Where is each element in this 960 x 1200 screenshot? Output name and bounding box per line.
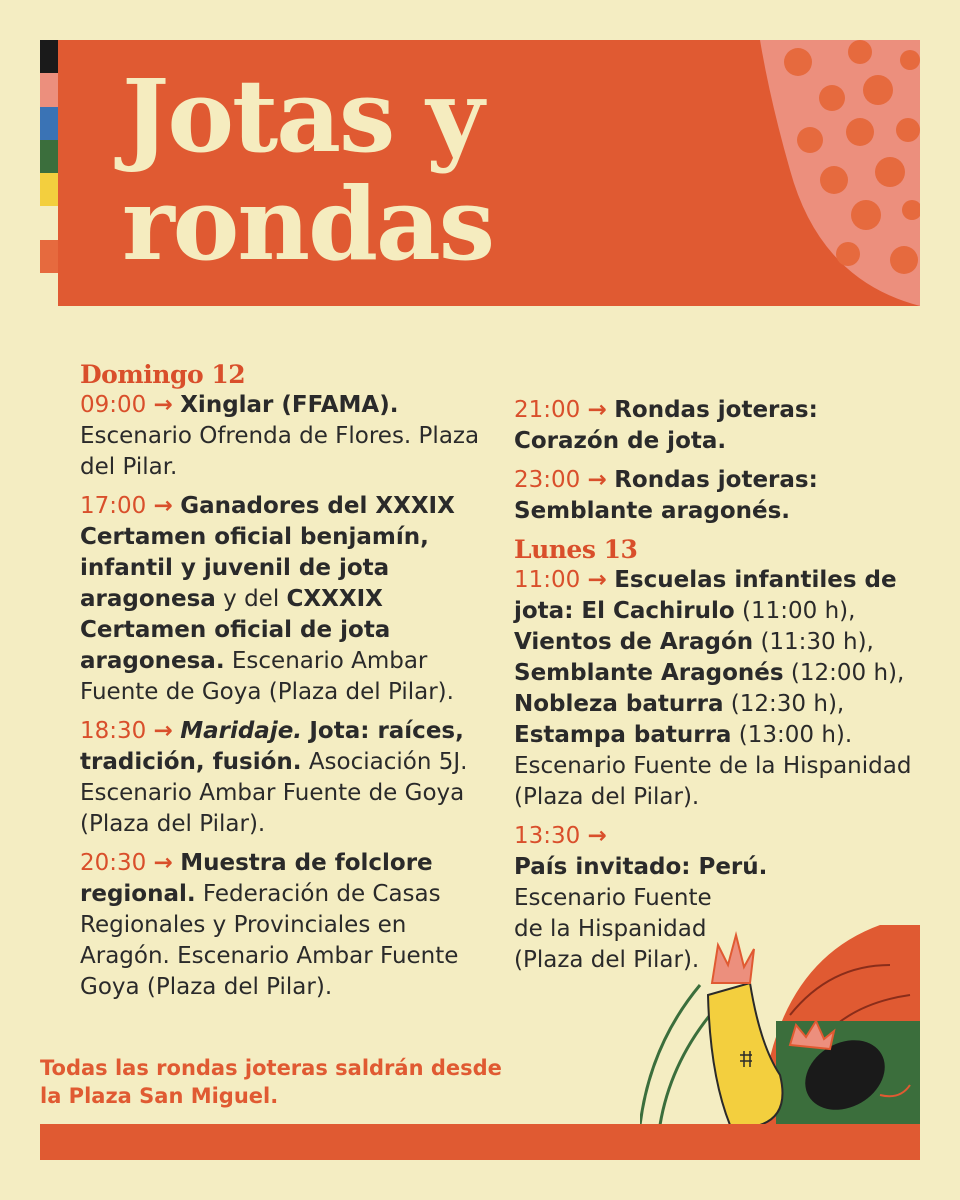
- day-heading: Domingo 12: [80, 360, 246, 389]
- event-group: Semblante Aragonés: [514, 660, 784, 686]
- jug-illustration-icon: [640, 925, 920, 1125]
- page-title: Jotas y rondas: [122, 57, 494, 283]
- event-details: Asociación 5J. Escenario Ambar Fuente de Goya (Plaza del Pilar).: [80, 749, 468, 837]
- schedule-left-column: [80, 360, 480, 1011]
- event-details: Escenario Ofrenda de Flores. Plaza del Pilar.: [80, 423, 480, 480]
- event-connector: y del: [223, 586, 280, 612]
- stripe: [40, 40, 58, 73]
- event-item: [514, 565, 914, 813]
- color-stripes: [40, 40, 58, 306]
- event-title: Rondas joteras: Semblante aragonés.: [514, 467, 818, 524]
- event-title: Xinglar (FFAMA).: [180, 392, 399, 418]
- day-heading: Lunes 13: [514, 535, 638, 564]
- stripe: [40, 107, 58, 140]
- event-time-note: (11:30 h),: [760, 629, 874, 655]
- bottom-bar: [40, 1124, 920, 1160]
- event-time: 11:00: [514, 567, 581, 593]
- event-details: Federación de Casas Regionales y Provinciales en Aragón. Escenario Ambar Fuente Goya (Plaza del Pilar).: [80, 881, 459, 1000]
- event-details: Escenario Fuente de la Hispanidad (Plaza del Pilar).: [514, 753, 912, 810]
- event-time: 13:30: [514, 823, 581, 849]
- header-banner: [58, 40, 920, 306]
- arrow-right-icon: →: [587, 467, 607, 493]
- event-time: 09:00: [80, 392, 147, 418]
- event-group: Nobleza baturra: [514, 691, 724, 717]
- event-time-note: (12:00 h),: [790, 660, 905, 686]
- footer-note: Todas las rondas joteras saldrán desde la Plaza San Miguel.: [40, 1056, 502, 1108]
- arrow-right-icon: →: [587, 823, 607, 849]
- schedule-right-column: [514, 395, 914, 984]
- stripe: [40, 140, 58, 173]
- event-time: 21:00: [514, 397, 581, 423]
- event-item: [80, 491, 480, 708]
- stripe: [40, 240, 58, 273]
- event-title-secondary: CXXXIX Certamen oficial de jota aragonesa.: [80, 586, 391, 674]
- event-item: [80, 848, 480, 1003]
- event-title: Jota: raíces, tradición, fusión.: [80, 718, 464, 775]
- stripe: [40, 206, 58, 239]
- event-item: [514, 465, 914, 527]
- event-details: Escenario Ambar Fuente de Goya (Plaza del Pilar).: [80, 648, 454, 705]
- arrow-right-icon: →: [153, 718, 173, 744]
- polka-dot-arc-icon: [760, 40, 920, 306]
- event-time: 20:30: [80, 850, 147, 876]
- event-details: Escenario Fuente de la Hispanidad (Plaza del Pilar).: [514, 885, 712, 973]
- stripe: [40, 273, 58, 306]
- arrow-right-icon: →: [153, 392, 173, 418]
- event-title: Muestra de folclore regional.: [80, 850, 433, 907]
- arrow-right-icon: →: [587, 567, 607, 593]
- arrow-right-icon: →: [153, 850, 173, 876]
- event-time-note: (11:00 h),: [742, 598, 856, 624]
- event-title: Ganadores del XXXIX Certamen oficial benjamín, infantil y juvenil de jota aragonesa: [80, 493, 455, 612]
- event-time: 18:30: [80, 718, 147, 744]
- event-group: Estampa baturra: [514, 722, 732, 748]
- event-title-italic: Maridaje.: [180, 718, 303, 744]
- event-time-note: (13:00 h).: [738, 722, 853, 748]
- arrow-right-icon: →: [153, 493, 173, 519]
- event-time: 17:00: [80, 493, 147, 519]
- event-title: Rondas joteras: Corazón de jota.: [514, 397, 818, 454]
- event-time-note: (12:30 h),: [730, 691, 845, 717]
- arrow-right-icon: →: [587, 397, 607, 423]
- event-title: País invitado: Perú.: [514, 854, 768, 880]
- stripe: [40, 173, 58, 206]
- event-title: Escuelas infantiles de jota: El Cachirulo: [514, 567, 897, 624]
- event-item: [80, 390, 480, 483]
- event-item: [80, 716, 480, 840]
- event-item: [514, 395, 914, 457]
- event-group: Vientos de Aragón: [514, 629, 754, 655]
- stripe: [40, 73, 58, 106]
- event-time: 23:00: [514, 467, 581, 493]
